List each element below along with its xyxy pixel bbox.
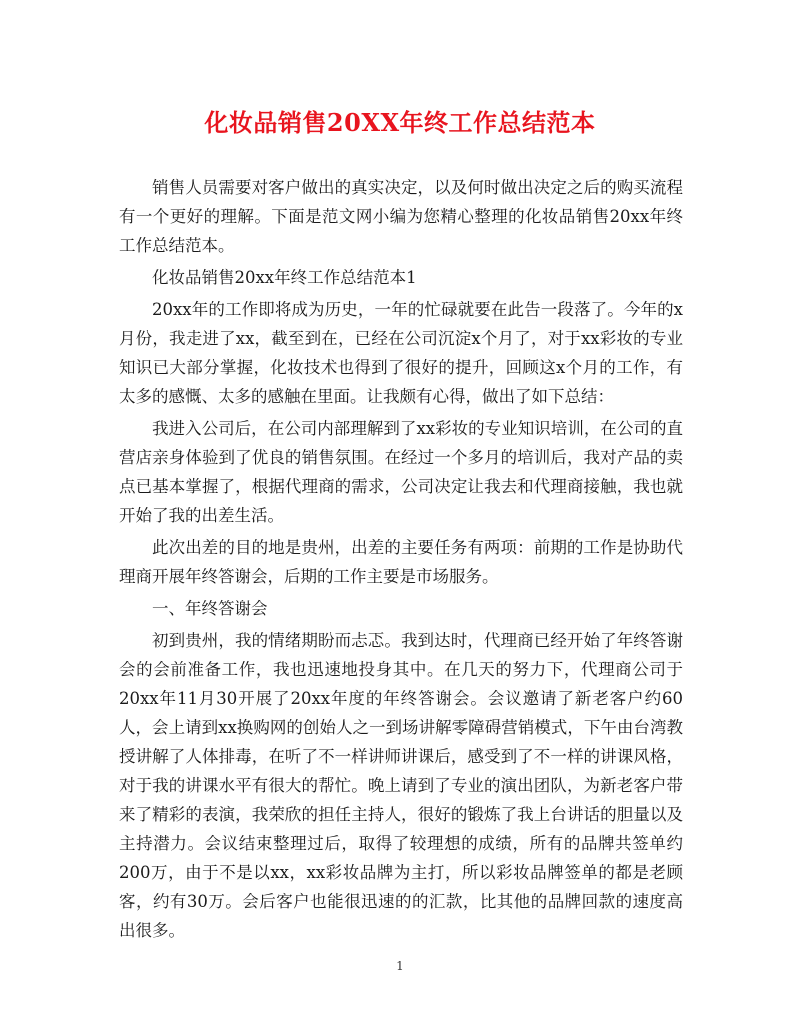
section-heading: 化妆品销售20xx年终工作总结范本1: [152, 268, 417, 287]
body-paragraph: 我进入公司后，在公司内部理解到了xx彩妆的专业知识培训，在公司的直营店亲身体验到了优良的销售氛围。在经过一个多月的培训后，我对产品的卖点已基本掌握了，根据代理商的需求，公司决定让我去和代理商接触，我也就开始了我的出差生活。: [119, 419, 683, 525]
body-paragraph: 此次出差的目的地是贵州，出差的主要任务有两项：前期的工作是协助代理商开展年终答谢会，后期的工作主要是市场服务。: [119, 538, 683, 586]
document-title: 化妆品销售20XX年终工作总结范本: [204, 108, 596, 137]
body-paragraph: 初到贵州，我的情绪期盼而忐忑。我到达时，代理商已经开始了年终答谢会的会前准备工作，我也迅速地投身其中。在几天的努力下，代理商公司于20xx年11月30开展了20xx年度的年终答谢会。会议邀请了新老客户约60人，会上请到xx换购网的创始人之一到场讲解零障碍营销模式，下午由台湾教授讲解了人体排毒，在听了不一样讲师讲课后，感受到了不一样的讲课风格，对于我的讲课水平有很大的帮忙。晚上请到了专业的演出团队，为新老客户带来了精彩的表演，我荣欣的担任主持人，很好的锻炼了我上台讲话的胆量以及主持潜力。会议结束整理过后，取得了较理想的成绩，所有的品牌共签单约200万，由于不是以xx，xx彩妆品牌为主打，所以彩妆品牌签单的都是老顾客，约有30万。会后客户也能很迅速的的汇款，比其他的品牌回款的速度高出很多。: [119, 631, 683, 940]
intro-paragraph: 销售人员需要对客户做出的真实决定，以及何时做出决定之后的购买流程有一个更好的理解。下面是范文网小编为您精心整理的化妆品销售20xx年终工作总结范本。: [119, 178, 683, 255]
subsection-heading: 一、年终答谢会: [152, 599, 268, 618]
page-number: 1: [396, 959, 404, 973]
document-body: [119, 173, 683, 945]
body-paragraph: 20xx年的工作即将成为历史，一年的忙碌就要在此告一段落了。今年的x月份，我走进了xx，截至到在，已经在公司沉淀x个月了，对于xx彩妆的专业知识已大部分掌握，化妆技术也得到了很好的提升，回顾这x个月的工作，有太多的感慨、太多的感触在里面。让我颇有心得，做出了如下总结：: [119, 300, 683, 406]
